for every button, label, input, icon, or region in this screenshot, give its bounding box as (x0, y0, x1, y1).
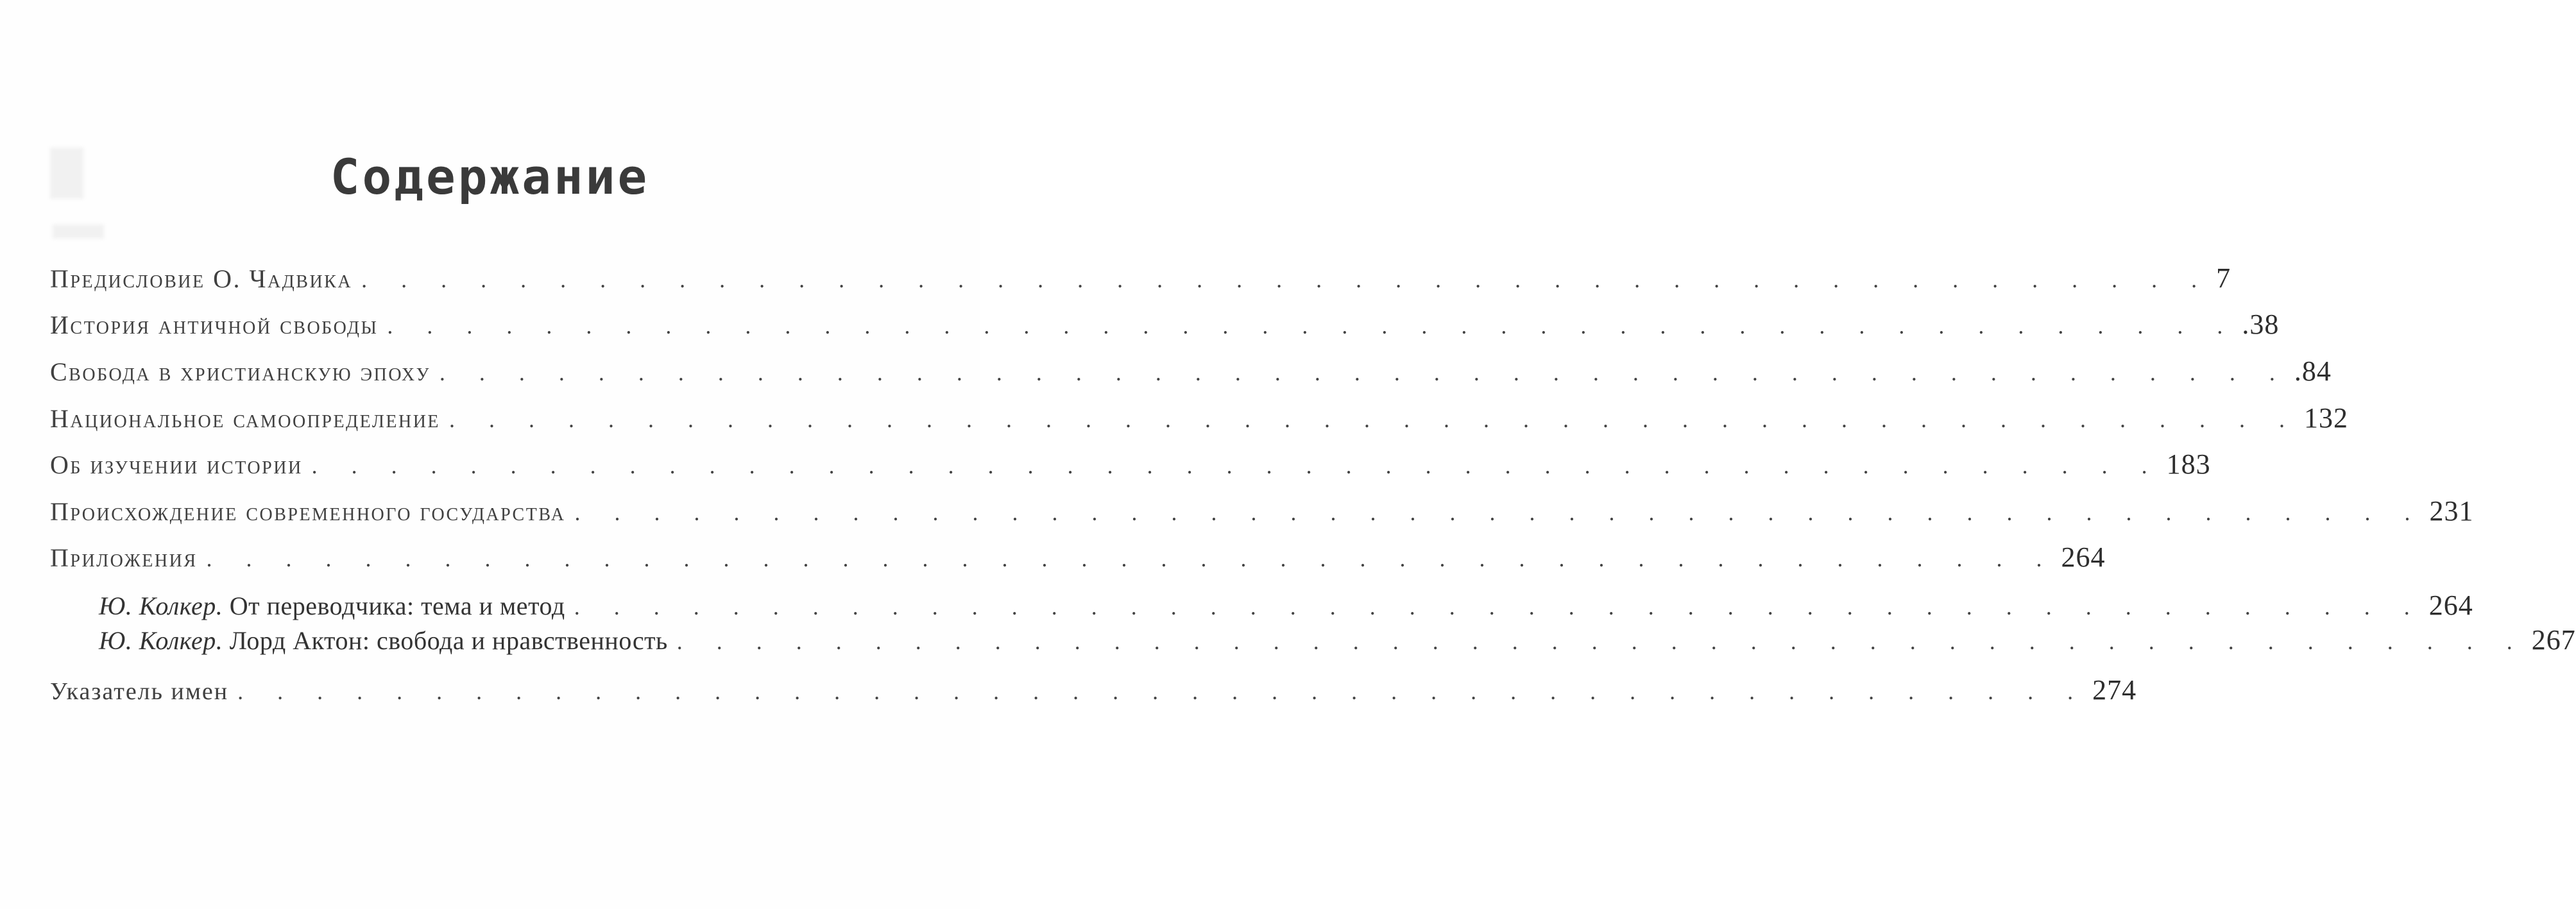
dot-leader: . . . . . . . . . . . . . . . . . . . . . . . . . . . . . . . . . . . . . . . . . . . . . . . (206, 546, 2056, 572)
toc-page-number: 132 (2304, 402, 2349, 434)
toc-page-number: 274 (2092, 674, 2137, 706)
toc-subentry-label (99, 625, 677, 656)
toc-page-number: 183 (2166, 448, 2211, 480)
toc-entry-label: Предисловие О. Чадвика (50, 264, 353, 293)
toc-entry-nationality[interactable] (50, 402, 2349, 434)
dot-leader: . . . . . . . . . . . . . . . . . . . . . . . . . . . . . . . . . . . . . . . . . . . . . . . (574, 500, 2425, 525)
dot-leader: . . . . . . . . . . . . . . . . . . . . . . . . . . . . . . . . . . . . . . . . . . . . . . . (237, 679, 2088, 704)
toc-subentry-lord-acton[interactable] (99, 624, 2576, 656)
toc-entry-label: Указатель имен (50, 678, 229, 705)
toc-page-number: 264 (2428, 590, 2473, 621)
dot-leader: . . . . . . . . . . . . . . . . . . . . . . . . . . . . . . . . . . . . . . . . . . . . . . . (311, 453, 2162, 479)
toc-entry-label: Происхождение современного государства (50, 497, 566, 526)
bleed-through-mark (53, 225, 104, 239)
dot-leader: . . . . . . . . . . . . . . . . . . . . . . . . . . . . . . . . . . . . . . . . . . . . . . . (449, 407, 2299, 432)
toc-entry-label: Приложения (50, 543, 198, 572)
dot-leader: . . . . . . . . . . . . . . . . . . . . . . . . . . . . . . . . . . . . . . . . . . . . . . . (574, 594, 2424, 620)
toc-entry-label: Об изучении истории (50, 450, 303, 479)
toc-subentry-title: От переводчика: тема и метод (229, 591, 565, 620)
toc-subentry-label (99, 591, 574, 621)
toc-entry-study-of-history[interactable] (50, 448, 2211, 480)
toc-subentry-title: Лорд Актон: свобода и нравственность (229, 626, 668, 655)
page-title: Содержание (330, 148, 650, 205)
toc-subentry-translator-note[interactable] (99, 589, 2473, 622)
dot-leader: . . . . . . . . . . . . . . . . . . . . . . . . . . . . . . . . . . . . . . . . . . . . . . . (676, 629, 2527, 654)
toc-subentry-author: Ю. Колкер. (99, 626, 223, 655)
toc-entry-label: Национальное самоопределение (50, 404, 441, 433)
toc-page-number: .38 (2242, 309, 2280, 340)
toc-entry-christian-era[interactable] (50, 355, 2332, 387)
toc-page-number: 231 (2429, 495, 2474, 527)
dot-leader: . . . . . . . . . . . . . . . . . . . . . . . . . . . . . . . . . . . . . . . . . . . . . . . (439, 360, 2289, 386)
toc-entry-preface[interactable] (50, 262, 2231, 294)
toc-entry-name-index[interactable] (50, 674, 2137, 706)
toc-page-number: 267 (2531, 624, 2576, 656)
dot-leader: . . . . . . . . . . . . . . . . . . . . . . . . . . . . . . . . . . . . . . . . . . . . . . . (387, 313, 2237, 339)
toc-page-number: .84 (2294, 355, 2332, 387)
toc-entry-label: Свобода в христианскую эпоху (50, 357, 431, 386)
toc-entry-appendices[interactable] (50, 541, 2106, 573)
toc-page-number: 7 (2216, 262, 2231, 294)
toc-entry-label: История античной свободы (50, 310, 379, 339)
dot-leader: . . . . . . . . . . . . . . . . . . . . . . . . . . . . . . . . . . . . . . . . . . . . . . . (361, 267, 2212, 293)
toc-entry-modern-state[interactable] (50, 495, 2474, 527)
toc-page-number: 264 (2061, 541, 2106, 573)
toc-entry-ancient-freedom[interactable] (50, 308, 2280, 341)
toc-subentry-author: Ю. Колкер. (99, 591, 223, 620)
